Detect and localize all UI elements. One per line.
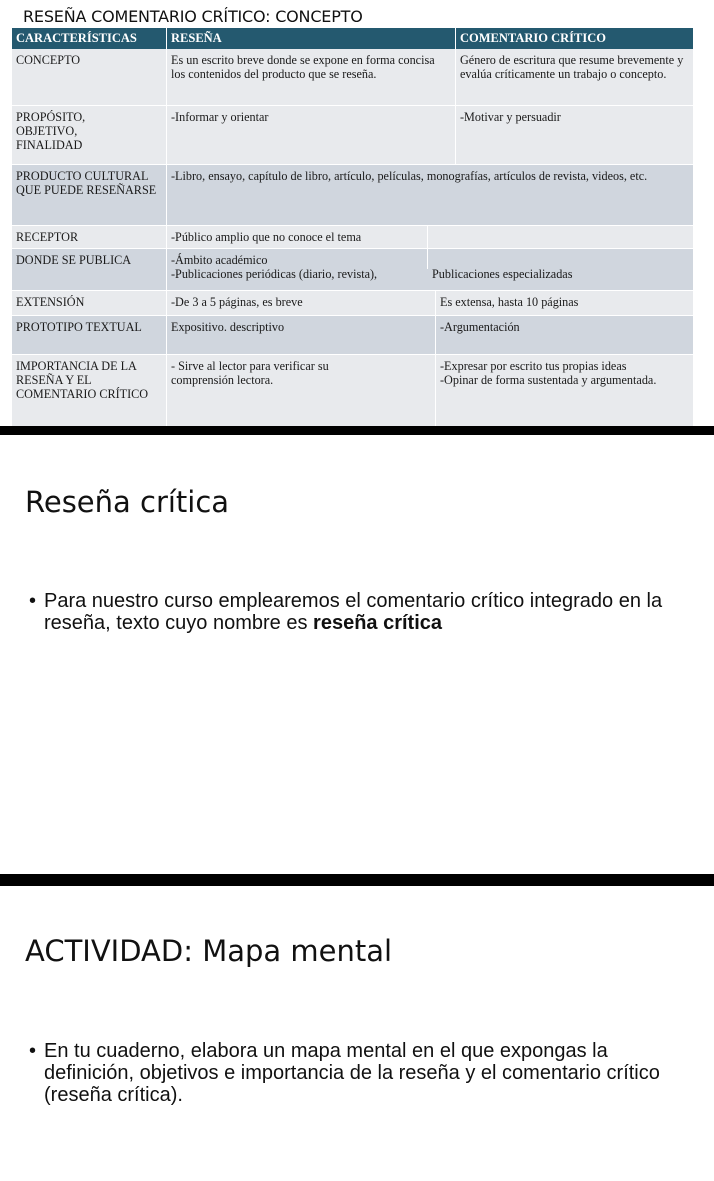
cell-comentario: -Motivar y persuadir [460, 110, 561, 124]
resena-line: -Publicaciones periódicas (diario, revista), [171, 267, 378, 281]
table-row [12, 49, 693, 105]
row-label: DONDE SE PUBLICA [16, 253, 132, 267]
cell-resena: -Público amplio que no conoce el tema [171, 230, 362, 244]
header-comentario: COMENTARIO CRÍTICO [460, 31, 606, 45]
bullet-text-plain: Para nuestro curso emplearemos el comentario crítico integrado en la reseña, texto cuyo nombre es [44, 590, 663, 634]
cell-comentario: -Argumentación [440, 320, 520, 334]
cell-resena [167, 249, 435, 281]
header-resena: RESEÑA [171, 31, 222, 45]
bullet-dot: • [29, 590, 37, 612]
resena-line: -Ámbito académico [171, 253, 268, 267]
row-label: IMPORTANCIA DE LA RESEÑA Y EL COMENTARIO CRÍTICO [16, 359, 149, 401]
table-row [12, 316, 693, 354]
slide-heading: ACTIVIDAD: Mapa mental [25, 934, 393, 968]
table-row [12, 249, 693, 290]
cell-comentario [436, 355, 693, 387]
slide-separator [0, 426, 714, 435]
table-row [12, 291, 693, 315]
bullet-text-bold: reseña crítica [313, 612, 443, 634]
row-label: EXTENSIÓN [16, 295, 85, 309]
row-label: PRODUCTO CULTURAL QUE PUEDE RESEÑARSE [16, 169, 157, 197]
cell-merged: -Libro, ensayo, capítulo de libro, artículo, películas, monografías, artículos de revista, videos, etc. [171, 169, 648, 183]
cell-resena: Es un escrito breve donde se expone en forma concisa los contenidos del producto que se reseña. [171, 53, 435, 81]
table-row [12, 355, 693, 426]
cell-comentario: Publicaciones especializadas [432, 267, 573, 281]
cell-comentario [428, 226, 693, 230]
bullet-item [29, 1040, 701, 1106]
table-row [12, 106, 693, 164]
cell-resena: -Informar y orientar [171, 110, 269, 124]
row-label: RECEPTOR [16, 230, 79, 244]
row-label: PROTOTIPO TEXTUAL [16, 320, 142, 334]
comparison-table [12, 28, 693, 426]
table-row [12, 226, 693, 248]
cell-resena: - Sirve al lector para verificar su comprensión lectora. [171, 359, 329, 387]
header-caracteristicas: CARACTERÍSTICAS [16, 31, 137, 45]
cell-comentario: Es extensa, hasta 10 páginas [440, 295, 579, 309]
slide-separator [0, 874, 714, 886]
bullet-item [29, 590, 689, 634]
comentario-line: -Expresar por escrito tus propias ideas [440, 359, 627, 373]
bullet-text [29, 590, 689, 634]
slide-title: RESEÑA COMENTARIO CRÍTICO: CONCEPTO [23, 7, 363, 26]
slide-heading: Reseña crítica [25, 485, 230, 519]
row-label: PROPÓSITO, OBJETIVO, FINALIDAD [16, 110, 86, 152]
bullet-text: En tu cuaderno, elabora un mapa mental en el que expongas la definición, objetivos e importancia de la reseña y el comentario crítico (reseña crítica). [44, 1040, 660, 1106]
table-row [12, 165, 693, 225]
cell-comentario: Género de escritura que resume brevemente y evalúa críticamente un trabajo o concepto. [460, 53, 684, 81]
cell-resena: Expositivo. descriptivo [171, 320, 285, 334]
cell-resena: -De 3 a 5 páginas, es breve [171, 295, 303, 309]
slide-resena-comentario-table [0, 0, 714, 426]
comentario-line: -Opinar de forma sustentada y argumentada. [440, 373, 657, 387]
bullet-dot: • [29, 1040, 37, 1062]
row-label: CONCEPTO [16, 53, 81, 67]
